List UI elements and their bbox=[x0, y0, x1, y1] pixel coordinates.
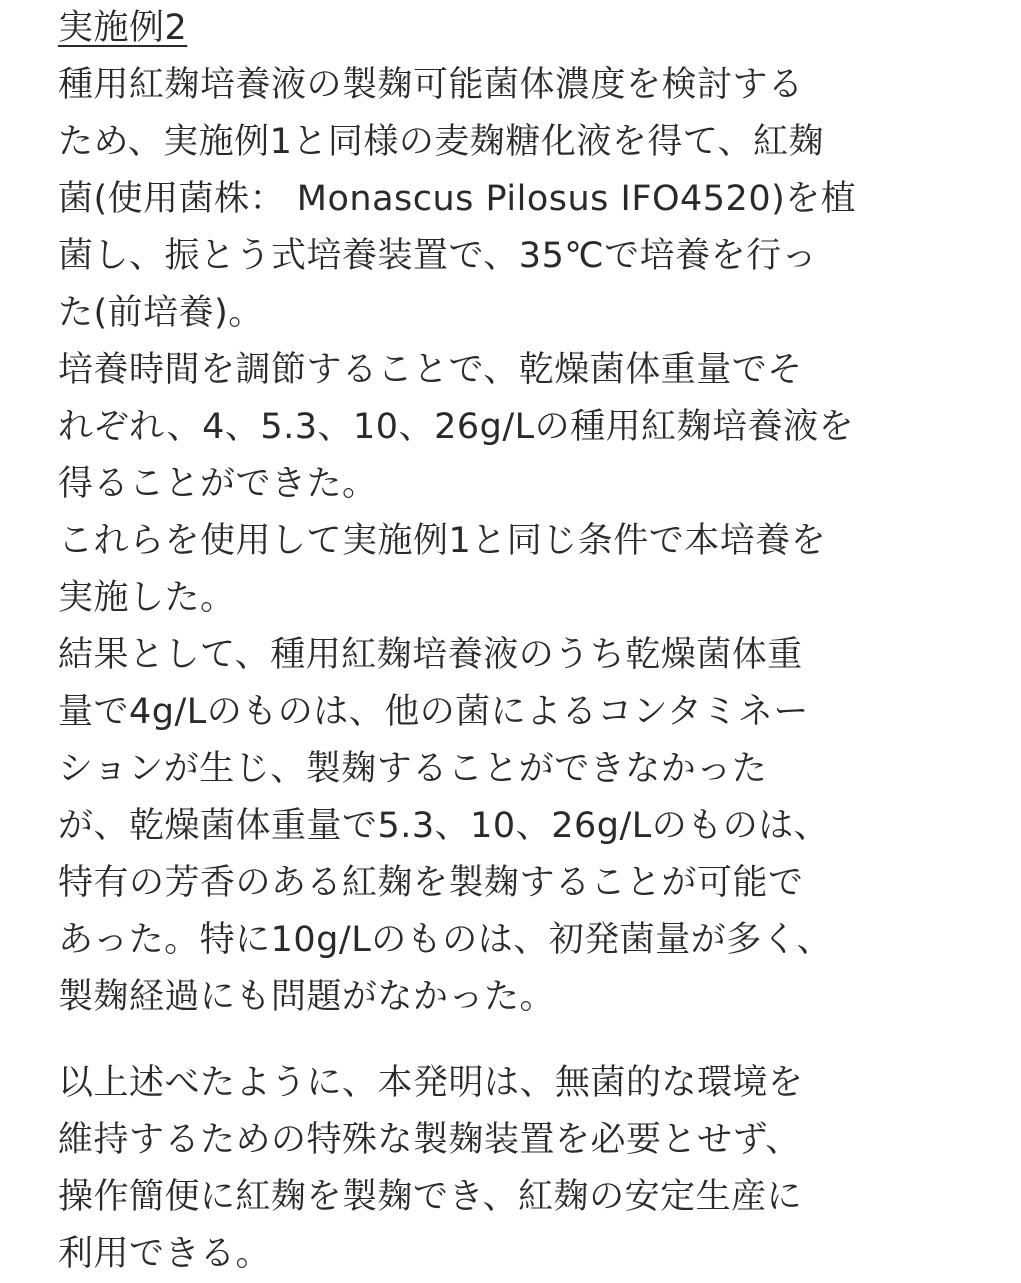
text-line: 製麹経過にも問題がなかった。 bbox=[58, 977, 556, 1017]
text-line: 量で4g/Lのものは、他の菌によるコンタミネー bbox=[58, 692, 809, 732]
text-line: 特有の芳香のある紅麹を製麹することが可能で bbox=[58, 863, 804, 903]
text-line: あった。特に10g/Lのものは、初発菌量が多く、 bbox=[58, 920, 832, 960]
text-line: 以上述べたように、本発明は、無菌的な環境を bbox=[58, 1063, 804, 1103]
text-line: これらを使用して実施例1と同じ条件で本培養を bbox=[58, 521, 827, 561]
paragraph-3 bbox=[58, 513, 878, 627]
text-line: 菌し、振とう式培養装置で、35℃で培養を行っ bbox=[58, 236, 818, 276]
text-line: れぞれ、4、5.3、10、26g/Lの種用紅麹培養液を bbox=[58, 407, 855, 447]
text-line: 結果として、種用紅麹培養液のうち乾燥菌体重 bbox=[58, 635, 803, 675]
paragraph-2 bbox=[58, 342, 878, 513]
text-line: た(前培養)。 bbox=[58, 293, 264, 333]
text-line: 菌(使用菌株： Monascus Pilosus IFO4520)を植 bbox=[58, 179, 857, 219]
paragraph-5 bbox=[58, 1055, 878, 1283]
text-line: 培養時間を調節することで、乾燥菌体重量でそ bbox=[58, 350, 803, 390]
section-heading: 実施例2 bbox=[58, 8, 188, 48]
text-line: 維持するための特殊な製麹装置を必要とせず、 bbox=[58, 1120, 801, 1160]
text-line: が、乾燥菌体重量で5.3、10、26g/Lのものは、 bbox=[58, 806, 830, 846]
text-line: ションが生じ、製麹することができなかった bbox=[58, 749, 768, 789]
paragraph-1 bbox=[58, 57, 878, 342]
text-line: 実施した。 bbox=[58, 578, 236, 618]
paragraph-spacer bbox=[58, 1026, 878, 1055]
paragraph-4 bbox=[58, 627, 878, 1026]
document-body bbox=[58, 0, 878, 1283]
text-line: 種用紅麹培養液の製麹可能菌体濃度を検討する bbox=[58, 65, 804, 105]
text-line: 操作簡便に紅麹を製麹でき、紅麹の安定生産に bbox=[58, 1177, 803, 1217]
text-line: ため、実施例1と同様の麦麹糖化液を得て、紅麹 bbox=[58, 122, 825, 162]
text-line: 得ることができた。 bbox=[58, 464, 378, 504]
text-line: 利用できる。 bbox=[58, 1234, 272, 1274]
